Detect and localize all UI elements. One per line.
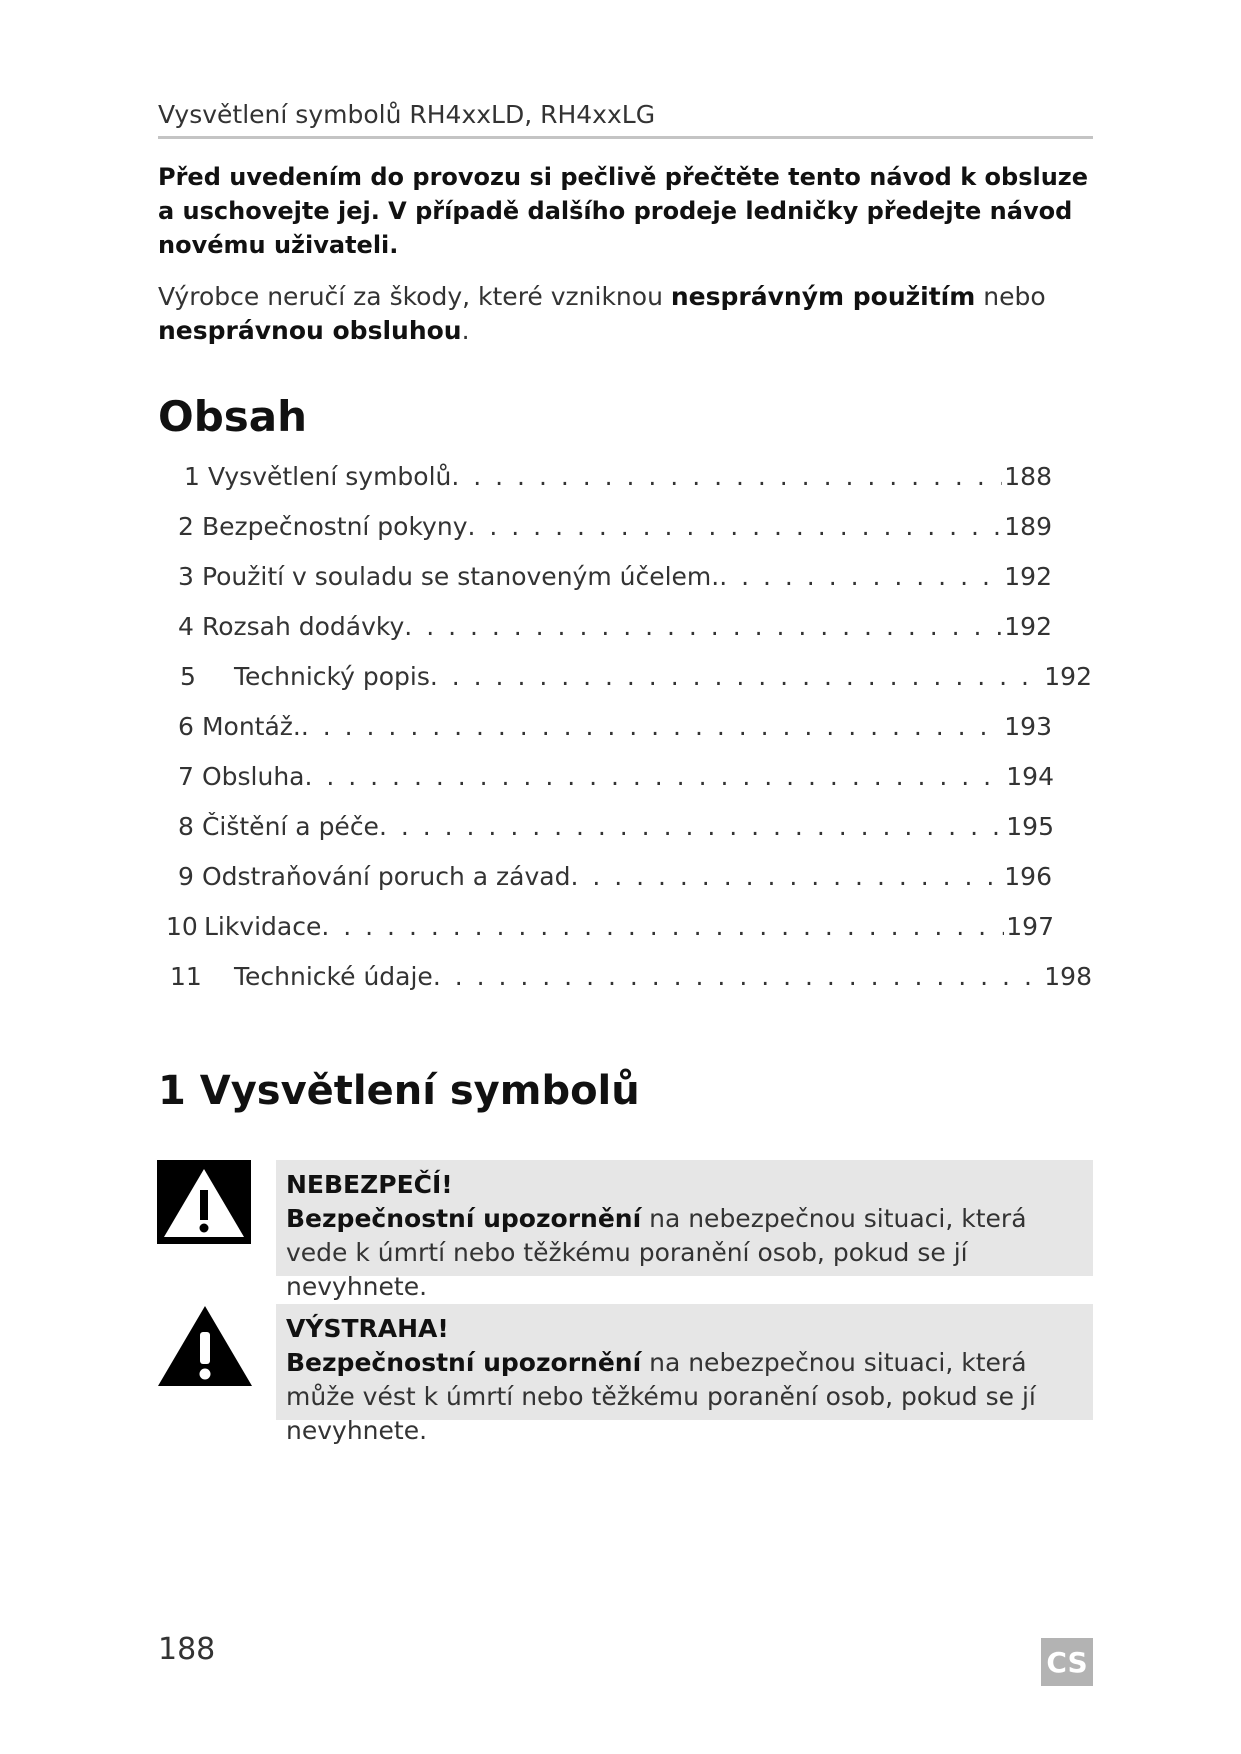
toc-entry[interactable] <box>178 812 1054 848</box>
toc-title: Obsah <box>158 392 308 441</box>
toc-entry-page: 188 <box>1004 462 1052 491</box>
liability-paragraph <box>158 280 1093 348</box>
toc-entry-leader <box>468 512 1003 541</box>
toc-entry-number: 9 <box>178 862 194 891</box>
warning-body-bold: Bezpečnostní upozornění <box>286 1348 642 1377</box>
language-badge: CS <box>1041 1638 1093 1686</box>
toc-entry-label: Použití v souladu se stanoveným účelem. <box>201 562 720 591</box>
toc-entry-leader <box>379 812 1004 841</box>
toc-entry[interactable] <box>178 712 1052 748</box>
toc-entry[interactable] <box>166 912 1054 948</box>
toc-entry-page: 196 <box>1004 862 1052 891</box>
toc-entry-label: Odstraňování poruch a závad <box>201 862 571 891</box>
danger-body-text: na nebezpečnou situaci, která vede k úmrtí nebo těžkému poranění osob, pokud se jí nevyhnete. <box>286 1204 1027 1301</box>
toc-entry-leader <box>451 462 1002 491</box>
toc-entry-label: Obsluha <box>201 762 305 791</box>
toc-entry-number: 3 <box>178 562 194 591</box>
toc-entry-number: 4 <box>178 612 194 641</box>
caution-warning-icon <box>157 1304 253 1388</box>
danger-body <box>286 1204 1027 1301</box>
toc-entry-number: 8 <box>178 812 194 841</box>
toc-entry-page: 192 <box>1004 612 1052 641</box>
toc-entry-leader <box>321 912 1004 941</box>
section-heading: 1 Vysvětlení symbolů <box>158 1068 640 1114</box>
toc-entry-number: 5 <box>180 662 196 691</box>
toc-entry[interactable] <box>180 662 1092 698</box>
toc-entry-page: 198 <box>1044 962 1092 991</box>
liability-text-start: Výrobce neručí za škody, které vzniknou <box>158 282 671 311</box>
danger-warning-icon <box>157 1160 251 1244</box>
toc-entry[interactable] <box>178 612 1052 648</box>
page-number: 188 <box>158 1632 216 1667</box>
toc-entry-page: 194 <box>1006 762 1054 791</box>
toc-entry-label: Technický popis <box>234 662 430 691</box>
toc-entry-page: 195 <box>1006 812 1054 841</box>
toc-entry-label: Vysvětlení symbolů <box>207 462 452 491</box>
toc-entry-label: Technické údaje <box>234 962 433 991</box>
toc-entry-label: Bezpečnostní pokyny <box>201 512 468 541</box>
warning-notice <box>276 1304 1093 1445</box>
toc-entry-page: 192 <box>1044 662 1092 691</box>
warning-body-text: na nebezpečnou situaci, která může vést k úmrtí nebo těžkému poranění osob, pokud se jí nevyhnete. <box>286 1348 1036 1445</box>
toc-entry-label: Likvidace <box>203 912 322 941</box>
toc-entry-label: Montáž. <box>201 712 301 741</box>
toc-entry[interactable] <box>178 762 1054 798</box>
danger-notice <box>276 1160 1093 1301</box>
toc-entry-page: 189 <box>1004 512 1052 541</box>
toc-entry[interactable] <box>178 862 1052 898</box>
toc-entry-page: 193 <box>1004 712 1052 741</box>
toc-entry[interactable] <box>170 962 1092 998</box>
toc-entry-label: Rozsah dodávky <box>201 612 405 641</box>
toc-entry[interactable] <box>184 462 1052 498</box>
page-header: Vysvětlení symbolů RH4xxLD, RH4xxLG <box>158 100 1093 139</box>
toc-entry-leader <box>430 662 1042 691</box>
toc-entry[interactable] <box>178 562 1052 598</box>
toc-entry-page: 192 <box>1004 562 1052 591</box>
toc-entry-leader <box>570 862 1002 891</box>
toc-entry[interactable] <box>178 512 1052 548</box>
warning-body <box>286 1348 1036 1445</box>
toc-entry-number: 1 <box>184 462 200 491</box>
toc-entry-leader <box>719 562 1002 591</box>
toc-entry-page: 197 <box>1006 912 1054 941</box>
warning-title: VÝSTRAHA! <box>286 1314 449 1343</box>
danger-title: NEBEZPEČÍ! <box>286 1170 453 1199</box>
liability-text-mid: nebo <box>975 282 1046 311</box>
toc-entry-label: Čištění a péče <box>201 812 379 841</box>
toc-entry-leader <box>404 612 1002 641</box>
toc-entry-number: 10 <box>166 912 198 941</box>
toc-entry-number: 2 <box>178 512 194 541</box>
toc-entry-leader <box>433 962 1042 991</box>
toc-entry-number: 6 <box>178 712 194 741</box>
liability-text-end: . <box>461 316 470 345</box>
liability-bold-operation: nesprávnou obsluhou <box>158 316 462 345</box>
toc-entry-leader <box>304 762 1004 791</box>
toc-entry-number: 11 <box>170 962 202 991</box>
danger-body-bold: Bezpečnostní upozornění <box>286 1204 642 1233</box>
liability-bold-misuse: nesprávným použitím <box>670 282 976 311</box>
toc-entry-number: 7 <box>178 762 194 791</box>
intro-notice: Před uvedením do provozu si pečlivě přečtěte tento návod k obsluze a uschovejte jej. V případě dalšího prodeje ledničky předejte návod novému uživateli. <box>158 163 1089 259</box>
toc-entry-leader <box>301 712 1002 741</box>
